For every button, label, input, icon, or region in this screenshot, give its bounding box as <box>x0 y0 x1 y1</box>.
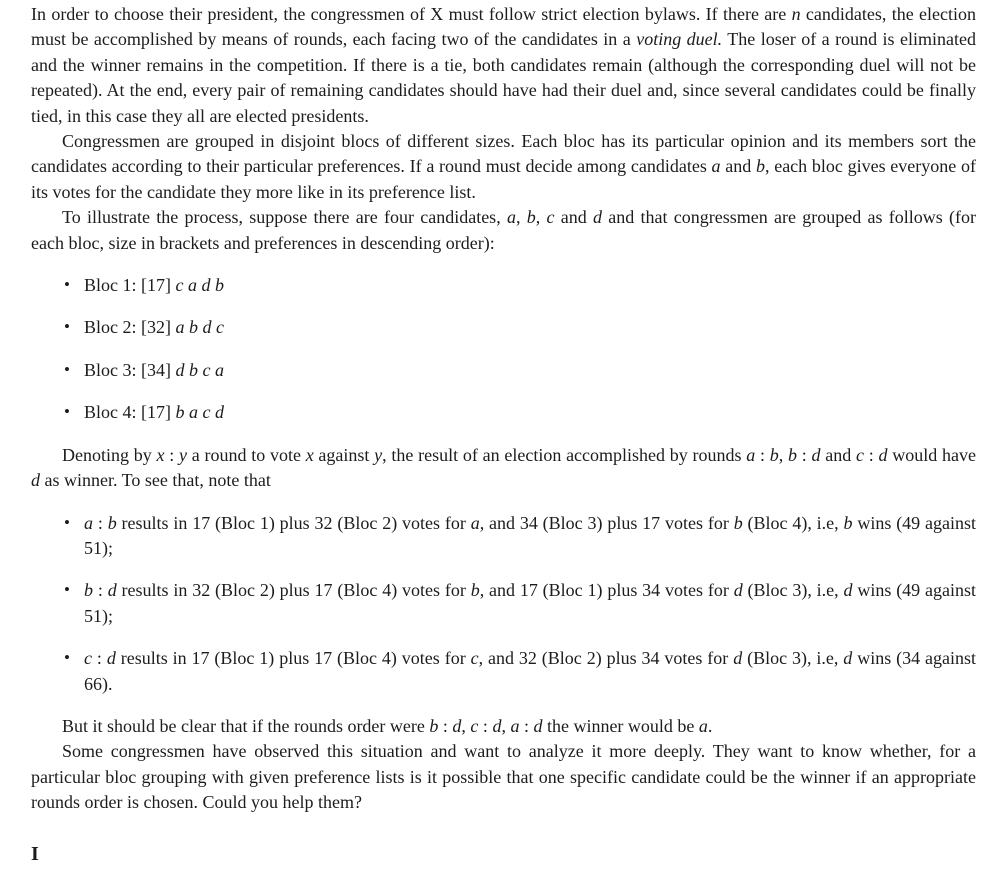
text-run: : <box>93 512 108 533</box>
text-run: Some congressmen have observed this situation and want to analyze it more deeply. They want to know whether, for a particular bloc grouping with given preference lists is it possible that one specific candidate could be the winner if an appropriate rounds order is chosen. Could you help them? <box>31 741 976 813</box>
bullet-icon: • <box>64 580 70 600</box>
bullet-list <box>31 273 976 426</box>
paragraph <box>31 739 976 815</box>
math-italic: c <box>470 715 479 736</box>
math-italic: x <box>156 444 165 465</box>
text-run: : <box>864 444 879 465</box>
text-run: results in 17 (Bloc 1) plus 32 (Bloc 2) votes for <box>116 512 471 533</box>
text-run: results in 17 (Bloc 1) plus 17 (Bloc 4) votes for <box>115 648 471 669</box>
text-run: Bloc 3: [34] <box>84 359 176 380</box>
text-run: and that congressmen are grouped as follows (for each bloc, size in brackets and preferences in descending order): <box>31 207 977 253</box>
math-italic: b <box>84 580 93 601</box>
text-run: Bloc 1: [17] <box>84 275 176 296</box>
text-run: : <box>519 715 534 736</box>
math-italic: a <box>506 207 516 228</box>
text-run: : <box>478 715 493 736</box>
paragraph <box>31 205 976 256</box>
math-italic: b <box>470 580 480 601</box>
math-italic: x <box>305 444 314 465</box>
text-run: and <box>720 156 756 177</box>
text-run: , <box>778 444 789 465</box>
math-italic: a <box>698 715 708 736</box>
text-run: , <box>535 207 547 228</box>
list-item <box>64 358 976 383</box>
text-run: Congressmen are grouped in disjoint blocs of different sizes. Each bloc has its particular opinion and its members sort the candidates according to their particular preferences. If a round must decide among candidates <box>31 131 976 177</box>
list-item <box>64 315 976 340</box>
text-run: Bloc 4: [17] <box>84 402 176 423</box>
list-item <box>64 273 976 298</box>
section-heading-cutoff: I <box>31 842 39 865</box>
math-italic: b <box>788 444 798 465</box>
math-italic: d <box>811 444 821 465</box>
text-run: against <box>313 444 375 465</box>
math-italic: d <box>492 715 502 736</box>
math-italic: c <box>470 648 479 669</box>
math-italic: voting duel. <box>636 29 723 50</box>
text-run: the winner would be <box>542 715 699 736</box>
math-italic: d <box>733 648 743 669</box>
text-run: (Bloc 4), i.e, <box>742 512 844 533</box>
text-run: : <box>164 444 179 465</box>
bullet-icon: • <box>64 275 70 295</box>
math-italic: c <box>84 648 92 669</box>
text-run: results in 32 (Bloc 2) plus 17 (Bloc 4) votes for <box>116 580 471 601</box>
math-italic: b <box>733 512 743 533</box>
text-run: wins (49 against 51); <box>84 512 977 558</box>
text-run: In order to choose their president, the congressmen of X must follow strict election bylaws. If there are <box>31 4 792 24</box>
text-run: (Bloc 3), i.e, <box>742 648 844 669</box>
math-italic: d <box>843 580 853 601</box>
math-italic: b <box>429 715 439 736</box>
math-italic: a <box>510 715 520 736</box>
text-run: . <box>707 715 713 736</box>
text-run: (Bloc 3), i.e, <box>742 580 844 601</box>
text-run: : <box>755 444 770 465</box>
text-run: , each bloc gives everyone of its votes for the candidate they more like in its preference list. <box>31 156 976 202</box>
math-italic: d <box>452 715 462 736</box>
text-run: Bloc 2: [32] <box>84 317 176 338</box>
math-italic: b <box>843 512 853 533</box>
text-run: : <box>797 444 812 465</box>
list-item <box>64 400 976 425</box>
text-run: To illustrate the process, suppose there are four candidates, <box>62 207 507 228</box>
text-run: , <box>501 715 511 736</box>
text-run: , <box>515 207 527 228</box>
math-italic: d <box>733 580 743 601</box>
text-run: , and 17 (Bloc 1) plus 34 votes for <box>479 580 734 601</box>
math-italic: d <box>593 207 603 228</box>
text-run: But it should be clear that if the rounds order were <box>62 715 430 736</box>
math-italic: d <box>31 470 40 491</box>
text-run: and <box>820 444 857 465</box>
text-run: The loser of a round is eliminated and the winner remains in the competition. If there is a tie, both candidates remain (although the corresponding duel will not be repeated). At the end, every pair of remaining candidates should have had their duel and, since several candidates could be finally tied, in this case they all are elected presidents. <box>31 29 976 126</box>
math-italic: b <box>769 444 779 465</box>
math-italic: c <box>546 207 555 228</box>
bullet-icon: • <box>64 317 70 337</box>
list-item <box>64 578 977 629</box>
text-run: : <box>438 715 453 736</box>
text-run: wins (34 against 66). <box>84 648 976 694</box>
bullet-icon: • <box>64 402 70 422</box>
bullet-icon: • <box>64 359 70 379</box>
text-run: Denoting by <box>62 444 157 465</box>
text-run: a round to vote <box>186 444 306 465</box>
text-run: , <box>461 715 471 736</box>
math-italic: b a c d <box>175 402 224 423</box>
math-italic: y <box>178 444 187 465</box>
text-run: as winner. To see that, note that <box>40 470 271 491</box>
math-italic: b <box>755 156 765 177</box>
math-italic: d b c a <box>175 359 224 380</box>
paragraph <box>31 443 976 494</box>
math-italic: n <box>791 4 801 24</box>
text-run: : <box>92 648 107 669</box>
math-italic: c <box>856 444 865 465</box>
bullet-icon: • <box>64 648 70 668</box>
paragraph <box>31 2 976 129</box>
math-italic: d <box>533 715 543 736</box>
math-italic: d <box>107 580 117 601</box>
math-italic: a <box>746 444 756 465</box>
text-run: candidates, the election must be accomplished by means of rounds, each facing two of the candidates in a <box>31 4 976 50</box>
text-run: and <box>554 207 594 228</box>
bullet-list <box>31 511 976 697</box>
math-italic: y <box>374 444 383 465</box>
bullet-icon: • <box>64 512 70 532</box>
math-italic: b <box>526 207 536 228</box>
math-italic: b <box>107 512 117 533</box>
math-italic: a <box>470 512 480 533</box>
text-run: : <box>93 580 108 601</box>
math-italic: a <box>84 512 93 533</box>
text-run: , and 32 (Bloc 2) plus 34 votes for <box>478 648 734 669</box>
paragraph <box>31 714 976 739</box>
math-italic: a <box>711 156 721 177</box>
text-run: , the result of an election accomplished by rounds <box>382 444 747 465</box>
document-body <box>31 2 976 867</box>
math-italic: d <box>878 444 888 465</box>
paragraph <box>31 129 976 205</box>
list-item <box>64 646 976 697</box>
text-run: would have <box>887 444 976 465</box>
math-italic: d <box>106 648 116 669</box>
math-italic: c a d b <box>175 275 224 296</box>
math-italic: d <box>843 648 853 669</box>
math-italic: a b d c <box>175 317 224 338</box>
text-run: , and 34 (Bloc 3) plus 17 votes for <box>479 512 734 533</box>
text-run: wins (49 against 51); <box>84 580 977 626</box>
list-item <box>64 511 977 562</box>
